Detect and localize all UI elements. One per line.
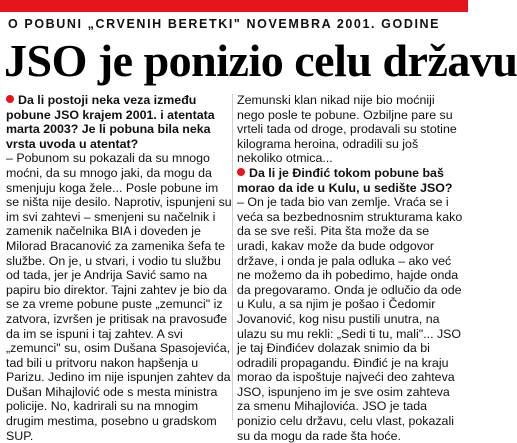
headline: JSO je ponizio celu državu [4, 35, 517, 86]
interview-answer: – Pobunom su pokazali da su mnogo moćni, da su mnogo jaki, da mogu da smenjuju koga žele... Posle pobune im se ništa nije desilo. Naprotiv, ispunjeni su im svi zahtevi – smenjeni su načelnik i zamenik načelnika BIA i doveden je Milorad Bracanović za zamenika šefa te službe. On je, u stvari, i vodio tu službu od tada, jer je Andrija Savić samo na papiru bio direktor. Tajni zahtev je bio da se za vreme pobune puste „zemunci" iz zatvora, izvršen je pritisak na pravosuđe da im se ispuni i taj zahtev. A svi „zemunci" su, osim Dušana Spasojevića, tad bili u pritvoru nakon hapšenja u Parizu. Jedino im nije ispunjen zahtev da Dušan Mihajlović ode s mesta ministra policije. No, kadrirali su na mnogim drugim mestima, posebno u gradskom SUP. [6, 151, 232, 443]
interview-question [237, 166, 463, 195]
kicker: O POBUNI „CRVENIH BERETKI" NOVEMBRA 2001. GODINE [8, 17, 441, 31]
interview-question [6, 93, 232, 151]
right-column [237, 93, 463, 443]
column-divider [232, 94, 233, 420]
bullet-icon [237, 168, 245, 176]
question-text: Da li postoji neka veza između pobune JSO krajem 2001. i atentata marta 2003? Je li pobuna bila neka vrsta uvoda u atentat? [6, 93, 215, 151]
answer-continuation: Zemunski klan nikad nije bio moćniji nego posle te pobune. Ozbiljne pare su vrteli tada od droge, prodavali su stotine kilograma heroina, odradili su još nekoliko otmica... [237, 93, 457, 166]
top-accent-bar [0, 0, 468, 12]
bullet-icon [6, 95, 14, 103]
interview-answer: – On je tada bio van zemlje. Vraća se i veća sa bezbednosnim strukturama kako da se sve reši. Pita šta može da se uradi, kakav može da bude odgovor države, i onda je pala odluka – ako već ne možemo da ih pobedimo, hajde onda da pregovaramo. Onda je odlučio da ode u Kulu, a sa njim je pošao i Čedomir Jovanović, kog nisu pustili unutra, na ulazu su mu rekli: „Sedi ti tu, mali"... JSO je taj Đinđićev dolazak snimio da bi odradili propagandu. Đinđić je na kraju morao da ispoštuje najveći deo zahteva JSO, ispunjeno im je sve osim zahteva za smenu Mihajlovića. JSO je tada ponizio celu državu, celu vlast, pokazali su da mogu da rade šta hoće. [237, 195, 463, 443]
left-column [6, 93, 232, 443]
question-text: Da li je Đinđić tokom pobune baš morao da ide u Kulu, u sedište JSO? [237, 165, 453, 195]
